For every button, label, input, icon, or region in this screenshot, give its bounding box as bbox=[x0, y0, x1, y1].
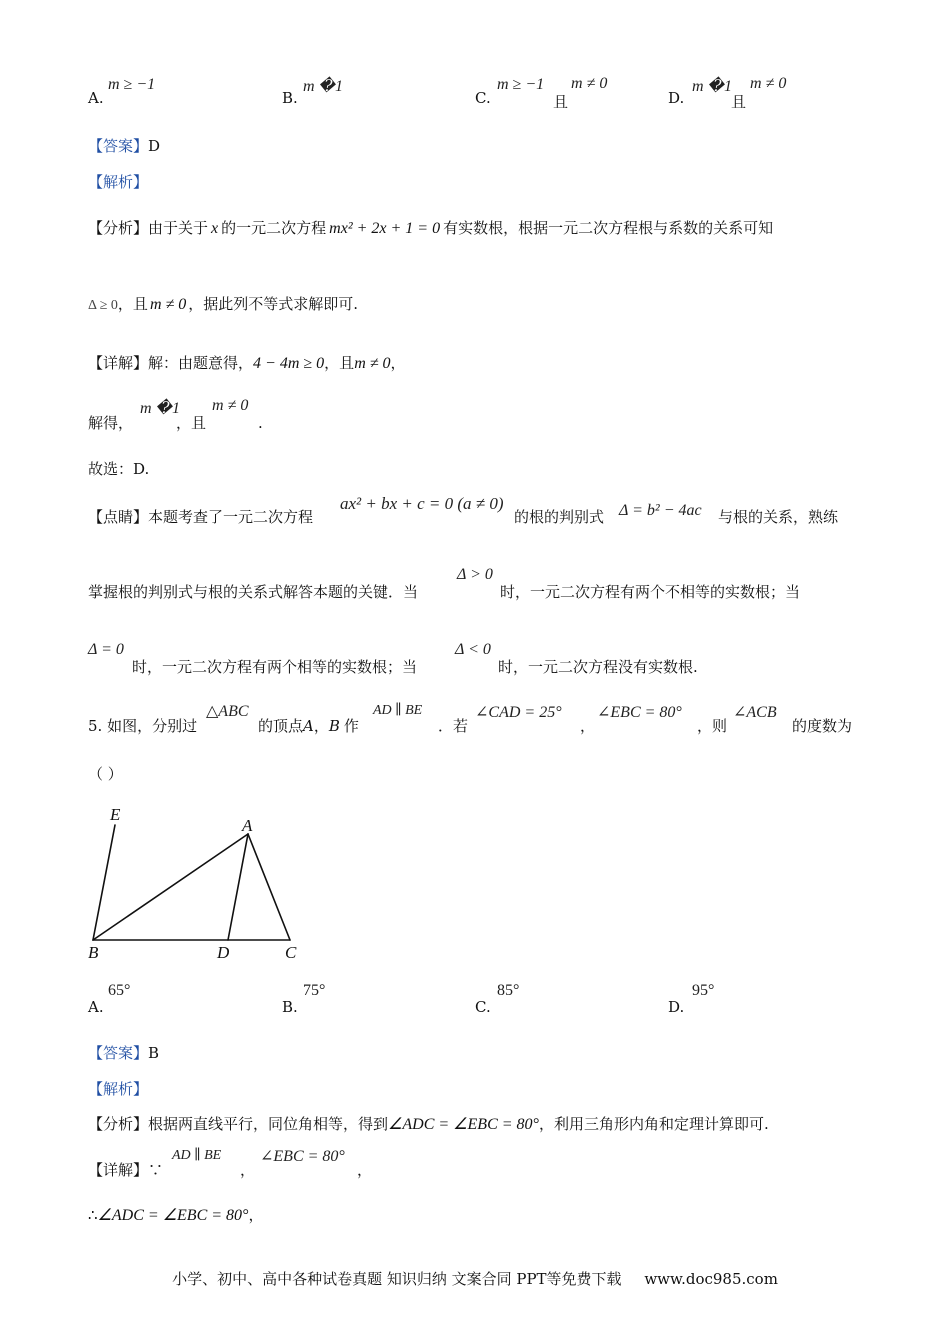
q4-xiangjie-text-1: 解：由题意得， bbox=[148, 354, 254, 372]
label-b: B bbox=[88, 943, 99, 962]
q4-option-d-math2: m ≠ 0 bbox=[750, 75, 787, 92]
q4-xiangjie-line bbox=[88, 353, 406, 374]
q4-jiede-m-neq: m ≠ 0 bbox=[212, 397, 249, 414]
q4-dianjing-text-3: 与根的关系，熟练 bbox=[718, 508, 839, 526]
q5-therefore-symbol: ∴ bbox=[88, 1206, 98, 1224]
q4-fenxi-x: x bbox=[211, 220, 219, 237]
q4-option-c-conj: 且 bbox=[553, 93, 569, 111]
q5-fenxi-text-1: 根据两直线平行，同位角相等，得到 bbox=[148, 1115, 389, 1133]
q5-fenxi-tag: 【分析】 bbox=[88, 1115, 149, 1133]
q5-stem-text-4: ．若 bbox=[438, 717, 469, 735]
q5-xiangjie-comma-2: ， bbox=[357, 1161, 373, 1179]
label-e: E bbox=[110, 805, 121, 824]
q5-fenxi-text-2: ，利用三角形内角和定理计算即可. bbox=[538, 1115, 769, 1133]
q5-stem-angle-acb: ∠ACB bbox=[733, 704, 777, 721]
q5-fenxi-equation: ∠ADC = ∠EBC = 80° bbox=[388, 1116, 539, 1133]
q4-fenxi-line bbox=[88, 218, 773, 239]
q5-xiangjie-tag: 【详解】 bbox=[88, 1161, 149, 1179]
q4-dianjing-line-start bbox=[88, 507, 313, 527]
q5-stem-text-1: 5. 如图，分别过 bbox=[88, 717, 198, 735]
q5-option-a-value: 65° bbox=[108, 982, 131, 999]
q5-stem-text-6: ，则 bbox=[697, 717, 728, 735]
line-ba bbox=[93, 834, 248, 940]
q4-fenxi-text-1: 由于关于 bbox=[148, 219, 209, 237]
q4-answer-tag: 【答案】 bbox=[88, 137, 149, 155]
q4-jiexi-tag: 【解析】 bbox=[88, 173, 149, 191]
q5-option-c-label: C. bbox=[475, 998, 491, 1016]
q4-fenxi-tag: 【分析】 bbox=[88, 219, 149, 237]
q5-triangle-figure bbox=[80, 800, 320, 970]
q4-dianjing-delta-lt: Δ < 0 bbox=[455, 641, 491, 658]
q5-stem-angle-ebc: ∠EBC = 80° bbox=[597, 704, 682, 721]
q5-therefore-equation: ∠ADC = ∠EBC = 80° bbox=[97, 1207, 249, 1224]
q5-xiangjie-parallel: AD ∥ BE bbox=[172, 1148, 222, 1163]
q5-xiangjie-start bbox=[88, 1160, 163, 1180]
q4-fenxi-delta: Δ ≥ 0 bbox=[88, 298, 118, 313]
page-footer bbox=[0, 1268, 950, 1289]
q4-dianjing-text-7: 时，一元二次方程没有实数根. bbox=[498, 658, 698, 676]
q5-therefore-comma: ， bbox=[248, 1206, 264, 1224]
q5-therefore-line bbox=[88, 1205, 263, 1226]
q5-option-a-label: A. bbox=[88, 998, 104, 1016]
q4-fenxi-m-neq: m ≠ 0 bbox=[149, 296, 187, 313]
q4-guxuan: 故选：D. bbox=[88, 460, 150, 478]
q4-fenxi-text-5: ，据此列不等式求解即可. bbox=[188, 295, 359, 313]
q4-dianjing-text-1: 本题考查了一元二次方程 bbox=[148, 508, 314, 526]
q4-xiangjie-text-3: ， bbox=[390, 354, 406, 372]
q4-fenxi-line-2 bbox=[88, 294, 358, 316]
q5-stem-vertex-text: 的顶点 bbox=[258, 717, 304, 735]
q5-stem-parallel: AD ∥ BE bbox=[373, 703, 423, 718]
q4-dianjing-tag: 【点睛】 bbox=[88, 508, 149, 526]
q4-fenxi-text-4: ，且 bbox=[117, 295, 148, 313]
q5-jiexi-tag: 【解析】 bbox=[88, 1080, 149, 1098]
q5-option-c-value: 85° bbox=[497, 982, 520, 999]
q4-option-d-conj: 且 bbox=[731, 93, 747, 111]
q4-option-d-math1: m �1 bbox=[692, 78, 732, 95]
q5-option-b-label: B. bbox=[282, 998, 298, 1016]
q4-fenxi-text-2: 的一元二次方程 bbox=[221, 219, 327, 237]
q4-option-c-math2: m ≠ 0 bbox=[571, 75, 608, 92]
q4-answer-value: D bbox=[148, 137, 161, 155]
q4-option-b-math: m �1 bbox=[303, 78, 343, 95]
q5-answer-value: B bbox=[148, 1044, 160, 1062]
q5-option-b-value: 75° bbox=[303, 982, 326, 999]
q4-dianjing-text-4: 掌握根的判别式与根的关系式解答本题的关键．当 bbox=[88, 583, 419, 601]
q5-because-symbol: ∵ bbox=[148, 1161, 164, 1179]
q5-stem-a: A bbox=[303, 717, 314, 735]
q5-xiangjie-comma-1: ， bbox=[240, 1161, 256, 1179]
q4-option-c-math1: m ≥ −1 bbox=[497, 76, 545, 93]
q4-dianjing-delta-eq: Δ = 0 bbox=[88, 641, 124, 658]
footer-text: 小学、初中、高中各种试卷真题 知识归纳 文案合同 PPT等免费下载 bbox=[172, 1270, 622, 1288]
q5-stem-comma: ， bbox=[313, 717, 329, 735]
q4-dianjing-text-2: 的根的判别式 bbox=[514, 508, 605, 526]
q4-xiangjie-inequality: 4 − 4m ≥ 0 bbox=[253, 355, 325, 372]
q5-xiangjie-angle-ebc: ∠EBC = 80° bbox=[260, 1148, 345, 1165]
label-c: C bbox=[285, 943, 297, 962]
q5-stem-triangle: △ABC bbox=[206, 703, 249, 720]
q4-jiede-label: 解得， bbox=[88, 414, 134, 432]
q4-fenxi-equation: mx² + 2x + 1 = 0 bbox=[329, 220, 441, 237]
q5-stem-angle-cad: ∠CAD = 25° bbox=[475, 704, 562, 721]
q5-stem-zuo: 作 bbox=[343, 717, 359, 735]
q4-xiangjie-text-2: ，且 bbox=[324, 354, 355, 372]
q5-stem-text-5: ， bbox=[580, 717, 596, 735]
q4-jiede-end: . bbox=[258, 414, 263, 432]
q4-dianjing-equation: ax² + bx + c = 0 (a ≠ 0) bbox=[340, 494, 504, 513]
q4-option-d-label: D. bbox=[668, 89, 685, 107]
q5-paren: （ ） bbox=[88, 765, 123, 783]
label-a: A bbox=[242, 816, 253, 835]
label-d: D bbox=[217, 943, 230, 962]
q5-fenxi-line bbox=[88, 1114, 769, 1135]
q4-dianjing-delta-gt: Δ > 0 bbox=[457, 566, 493, 583]
q4-option-a-label: A. bbox=[88, 89, 104, 107]
q4-dianjing-discriminant: Δ = b² − 4ac bbox=[619, 502, 702, 519]
q4-option-b-label: B. bbox=[282, 89, 298, 107]
q4-dianjing-text-6: 时，一元二次方程有两个相等的实数根；当 bbox=[132, 658, 418, 676]
q5-option-d-value: 95° bbox=[692, 982, 715, 999]
q4-jiede-m: m �1 bbox=[140, 400, 180, 417]
q5-stem-b: B bbox=[328, 717, 340, 735]
q4-xiangjie-m-neq: m ≠ 0 bbox=[354, 355, 391, 372]
q5-stem-text-2 bbox=[258, 716, 359, 736]
line-ad bbox=[228, 834, 248, 940]
q4-option-c-label: C. bbox=[475, 89, 491, 107]
footer-url[interactable]: www.doc985.com bbox=[644, 1270, 778, 1288]
q5-option-d-label: D. bbox=[668, 998, 685, 1016]
q4-fenxi-text-3: 有实数根，根据一元二次方程根与系数的关系可知 bbox=[443, 219, 774, 237]
q5-answer-line bbox=[88, 1043, 159, 1063]
q5-answer-tag: 【答案】 bbox=[88, 1044, 149, 1062]
q4-option-a-math: m ≥ −1 bbox=[108, 76, 156, 93]
q4-jiede-qie: ，且 bbox=[176, 414, 207, 432]
q4-xiangjie-tag: 【详解】 bbox=[88, 354, 149, 372]
q4-dianjing-text-5: 时，一元二次方程有两个不相等的实数根；当 bbox=[500, 583, 801, 601]
q5-stem-text-7: 的度数为 bbox=[792, 717, 853, 735]
line-ac bbox=[248, 834, 290, 940]
line-be bbox=[93, 825, 115, 940]
q4-answer-line bbox=[88, 136, 160, 156]
